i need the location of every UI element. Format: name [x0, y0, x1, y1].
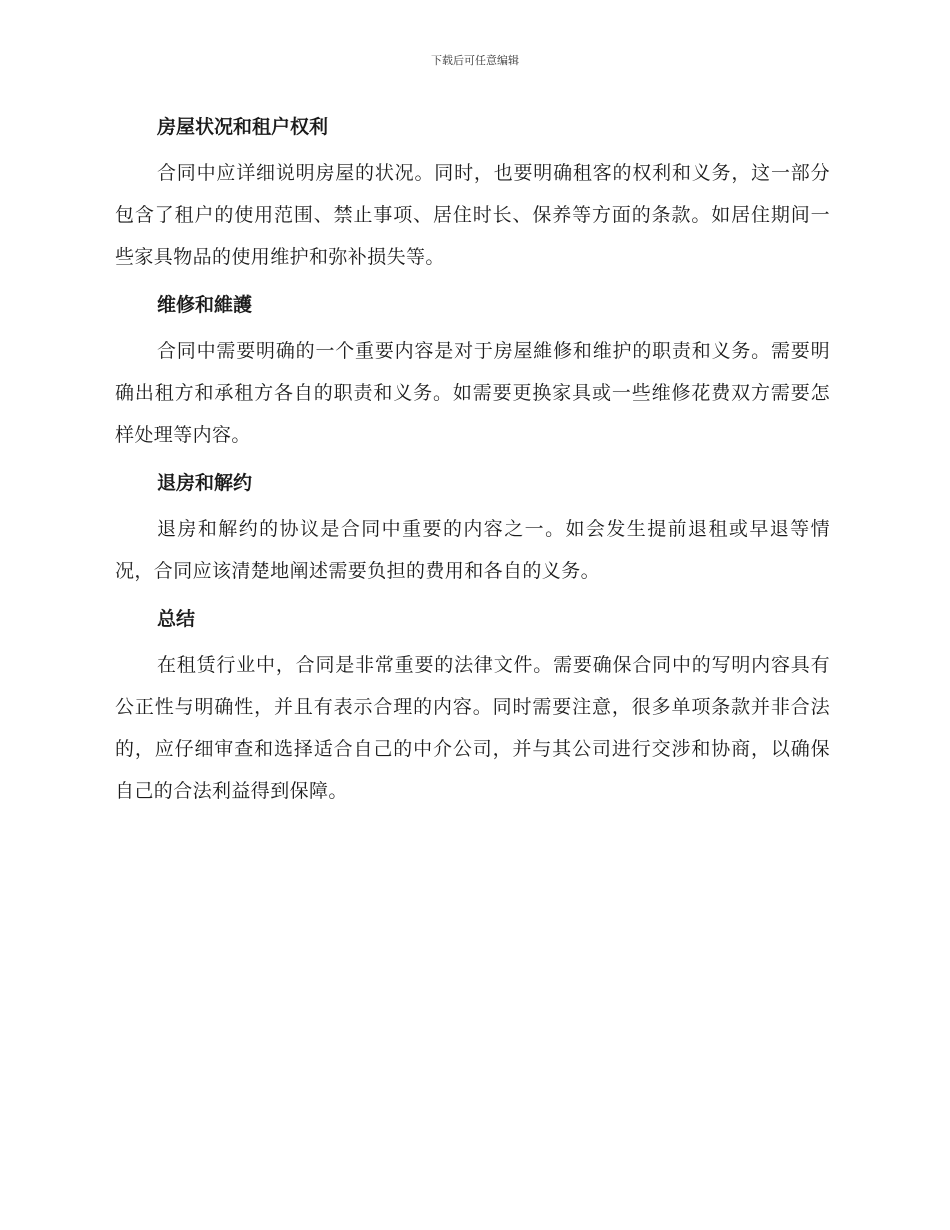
section-paragraph: 合同中应详细说明房屋的状况。同时，也要明确租客的权利和义务，这一部分包含了租户的使用范围、禁止事项、居住时长、保养等方面的条款。如居住期间一些家具物品的使用维护和弥补损失等。 [115, 162, 830, 268]
section-paragraph: 退房和解约的协议是合同中重要的内容之一。如会发生提前退租或早退等情况，合同应该清楚地阐述需要负担的费用和各自的义务。 [115, 518, 830, 582]
section-termination [115, 468, 830, 592]
section-maintenance [115, 290, 830, 456]
section-heading: 维修和維護 [157, 294, 253, 316]
section-summary [115, 604, 830, 812]
document-body [115, 112, 830, 824]
section-paragraph: 在租赁行业中，合同是非常重要的法律文件。需要确保合同中的写明内容具有公正性与明确性，并且有表示合理的内容。同时需要注意，很多单项条款并非合法的，应仔细审查和选择适合自己的中介公司，并与其公司进行交涉和协商，以确保自己的合法利益得到保障。 [115, 654, 830, 802]
section-paragraph: 合同中需要明确的一个重要内容是对于房屋維修和维护的职责和义务。需要明确出租方和承租方各自的职责和义务。如需要更换家具或一些维修花费双方需要怎样处理等内容。 [115, 340, 830, 446]
section-heading: 总结 [157, 608, 196, 630]
section-heading: 房屋状况和租户权利 [157, 116, 329, 138]
section-heading: 退房和解约 [157, 472, 253, 494]
section-tenant-rights [115, 112, 830, 278]
page-header: 下载后可任意编辑 [431, 54, 519, 67]
